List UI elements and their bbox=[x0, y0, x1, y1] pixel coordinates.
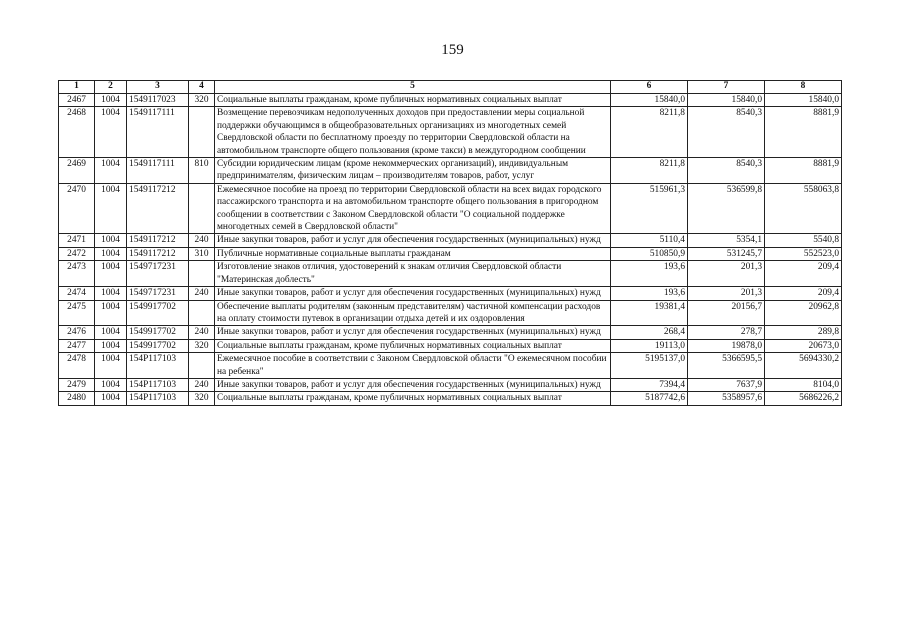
section-code-cell: 1004 bbox=[95, 300, 127, 326]
amount-col8-cell: 8104,0 bbox=[765, 378, 842, 391]
amount-col8-cell: 5694330,2 bbox=[765, 353, 842, 379]
item-name-cell: Социальные выплаты гражданам, кроме публичных нормативных социальных выплат bbox=[215, 392, 611, 405]
amount-col6-cell: 5195137,0 bbox=[611, 353, 688, 379]
expense-type-cell: 240 bbox=[189, 326, 215, 339]
target-article-cell: 1549117023 bbox=[127, 94, 189, 107]
item-name-cell: Иные закупки товаров, работ и услуг для обеспечения государственных (муниципальных) нужд bbox=[215, 378, 611, 391]
amount-col6-cell: 5110,4 bbox=[611, 234, 688, 247]
amount-col6-cell: 268,4 bbox=[611, 326, 688, 339]
amount-col6-cell: 193,6 bbox=[611, 287, 688, 300]
amount-col6-cell: 8211,8 bbox=[611, 107, 688, 158]
expense-type-cell bbox=[189, 353, 215, 379]
item-name-cell: Обеспечение выплаты родителям (законным представителям) частичной компенсации расходов на оплату стоимости путевок в организации отдыха детей и их оздоровления bbox=[215, 300, 611, 326]
amount-col7-cell: 8540,3 bbox=[688, 107, 765, 158]
expense-type-cell: 240 bbox=[189, 378, 215, 391]
section-code-cell: 1004 bbox=[95, 326, 127, 339]
amount-col8-cell: 289,8 bbox=[765, 326, 842, 339]
table-row bbox=[59, 339, 842, 352]
row-number-cell: 2468 bbox=[59, 107, 95, 158]
table-row bbox=[59, 158, 842, 184]
amount-col7-cell: 5354,1 bbox=[688, 234, 765, 247]
table-body bbox=[59, 94, 842, 406]
item-name-cell: Субсидии юридическим лицам (кроме некоммерческих организаций), индивидуальным предпринимателям, физическим лицам – производителям товаров, работ, услуг bbox=[215, 158, 611, 184]
item-name-cell: Социальные выплаты гражданам, кроме публичных нормативных социальных выплат bbox=[215, 339, 611, 352]
amount-col8-cell: 5540,8 bbox=[765, 234, 842, 247]
target-article-cell: 1549917702 bbox=[127, 326, 189, 339]
row-number-cell: 2480 bbox=[59, 392, 95, 405]
row-number-cell: 2471 bbox=[59, 234, 95, 247]
item-name-cell: Социальные выплаты гражданам, кроме публичных нормативных социальных выплат bbox=[215, 94, 611, 107]
column-header-6: 6 bbox=[611, 81, 688, 94]
column-header-8: 8 bbox=[765, 81, 842, 94]
row-number-cell: 2467 bbox=[59, 94, 95, 107]
table-row bbox=[59, 261, 842, 287]
expense-type-cell bbox=[189, 183, 215, 234]
row-number-cell: 2476 bbox=[59, 326, 95, 339]
item-name-cell: Ежемесячное пособие в соответствии с Законом Свердловской области "О ежемесячном пособии на ребенка" bbox=[215, 353, 611, 379]
table-row bbox=[59, 392, 842, 405]
section-code-cell: 1004 bbox=[95, 287, 127, 300]
amount-col6-cell: 5187742,6 bbox=[611, 392, 688, 405]
table-row bbox=[59, 326, 842, 339]
amount-col7-cell: 8540,3 bbox=[688, 158, 765, 184]
section-code-cell: 1004 bbox=[95, 247, 127, 260]
expense-type-cell: 810 bbox=[189, 158, 215, 184]
amount-col6-cell: 19113,0 bbox=[611, 339, 688, 352]
expense-type-cell bbox=[189, 261, 215, 287]
section-code-cell: 1004 bbox=[95, 158, 127, 184]
amount-col8-cell: 20673,0 bbox=[765, 339, 842, 352]
amount-col7-cell: 5366595,5 bbox=[688, 353, 765, 379]
target-article-cell: 154P117103 bbox=[127, 392, 189, 405]
expense-type-cell: 320 bbox=[189, 94, 215, 107]
amount-col8-cell: 15840,0 bbox=[765, 94, 842, 107]
target-article-cell: 1549117212 bbox=[127, 183, 189, 234]
amount-col6-cell: 515961,3 bbox=[611, 183, 688, 234]
table-row bbox=[59, 378, 842, 391]
row-number-cell: 2474 bbox=[59, 287, 95, 300]
section-code-cell: 1004 bbox=[95, 94, 127, 107]
row-number-cell: 2475 bbox=[59, 300, 95, 326]
column-header-5: 5 bbox=[215, 81, 611, 94]
table-row bbox=[59, 234, 842, 247]
amount-col8-cell: 552523,0 bbox=[765, 247, 842, 260]
amount-col7-cell: 201,3 bbox=[688, 261, 765, 287]
item-name-cell: Иные закупки товаров, работ и услуг для обеспечения государственных (муниципальных) нужд bbox=[215, 326, 611, 339]
amount-col7-cell: 278,7 bbox=[688, 326, 765, 339]
column-header-2: 2 bbox=[95, 81, 127, 94]
expense-type-cell: 320 bbox=[189, 392, 215, 405]
column-header-3: 3 bbox=[127, 81, 189, 94]
amount-col7-cell: 5358957,6 bbox=[688, 392, 765, 405]
section-code-cell: 1004 bbox=[95, 339, 127, 352]
target-article-cell: 1549917702 bbox=[127, 300, 189, 326]
amount-col6-cell: 15840,0 bbox=[611, 94, 688, 107]
section-code-cell: 1004 bbox=[95, 234, 127, 247]
expense-type-cell bbox=[189, 300, 215, 326]
amount-col6-cell: 510850,9 bbox=[611, 247, 688, 260]
amount-col8-cell: 209,4 bbox=[765, 287, 842, 300]
item-name-cell: Иные закупки товаров, работ и услуг для обеспечения государственных (муниципальных) нужд bbox=[215, 287, 611, 300]
item-name-cell: Ежемесячное пособие на проезд по территории Свердловской области на всех видах городского пассажирского транспорта и на автомобильном транспорте общего пользования в пригородном сообщении в соответствии с Законом Свердловской области "О социальной поддержке многодетных семей в Свердловской области" bbox=[215, 183, 611, 234]
row-number-cell: 2473 bbox=[59, 261, 95, 287]
amount-col7-cell: 7637,9 bbox=[688, 378, 765, 391]
expense-type-cell: 240 bbox=[189, 287, 215, 300]
section-code-cell: 1004 bbox=[95, 183, 127, 234]
target-article-cell: 1549117212 bbox=[127, 247, 189, 260]
amount-col7-cell: 201,3 bbox=[688, 287, 765, 300]
amount-col7-cell: 15840,0 bbox=[688, 94, 765, 107]
amount-col6-cell: 193,6 bbox=[611, 261, 688, 287]
target-article-cell: 154P117103 bbox=[127, 378, 189, 391]
amount-col8-cell: 8881,9 bbox=[765, 107, 842, 158]
table-row bbox=[59, 107, 842, 158]
amount-col7-cell: 536599,8 bbox=[688, 183, 765, 234]
target-article-cell: 1549917702 bbox=[127, 339, 189, 352]
page-number: 159 bbox=[441, 42, 464, 58]
budget-table bbox=[58, 80, 842, 406]
amount-col8-cell: 209,4 bbox=[765, 261, 842, 287]
expense-type-cell: 310 bbox=[189, 247, 215, 260]
expense-type-cell bbox=[189, 107, 215, 158]
amount-col8-cell: 8881,9 bbox=[765, 158, 842, 184]
target-article-cell: 154P117103 bbox=[127, 353, 189, 379]
row-number-cell: 2470 bbox=[59, 183, 95, 234]
item-name-cell: Изготовление знаков отличия, удостоверений к знакам отличия Свердловской области "Материнская доблесть" bbox=[215, 261, 611, 287]
table-row bbox=[59, 183, 842, 234]
target-article-cell: 1549117111 bbox=[127, 158, 189, 184]
row-number-cell: 2479 bbox=[59, 378, 95, 391]
row-number-cell: 2469 bbox=[59, 158, 95, 184]
amount-col6-cell: 19381,4 bbox=[611, 300, 688, 326]
table-row bbox=[59, 300, 842, 326]
column-header-4: 4 bbox=[189, 81, 215, 94]
section-code-cell: 1004 bbox=[95, 261, 127, 287]
table-row bbox=[59, 94, 842, 107]
row-number-cell: 2477 bbox=[59, 339, 95, 352]
table-row bbox=[59, 247, 842, 260]
expense-type-cell: 240 bbox=[189, 234, 215, 247]
amount-col8-cell: 5686226,2 bbox=[765, 392, 842, 405]
target-article-cell: 1549717231 bbox=[127, 261, 189, 287]
section-code-cell: 1004 bbox=[95, 378, 127, 391]
expense-type-cell: 320 bbox=[189, 339, 215, 352]
amount-col6-cell: 7394,4 bbox=[611, 378, 688, 391]
amount-col7-cell: 531245,7 bbox=[688, 247, 765, 260]
section-code-cell: 1004 bbox=[95, 392, 127, 405]
column-header-1: 1 bbox=[59, 81, 95, 94]
header-row bbox=[59, 81, 842, 94]
target-article-cell: 1549117111 bbox=[127, 107, 189, 158]
column-header-7: 7 bbox=[688, 81, 765, 94]
table-row bbox=[59, 353, 842, 379]
section-code-cell: 1004 bbox=[95, 107, 127, 158]
amount-col6-cell: 8211,8 bbox=[611, 158, 688, 184]
row-number-cell: 2478 bbox=[59, 353, 95, 379]
item-name-cell: Иные закупки товаров, работ и услуг для обеспечения государственных (муниципальных) нужд bbox=[215, 234, 611, 247]
target-article-cell: 1549717231 bbox=[127, 287, 189, 300]
target-article-cell: 1549117212 bbox=[127, 234, 189, 247]
row-number-cell: 2472 bbox=[59, 247, 95, 260]
item-name-cell: Публичные нормативные социальные выплаты гражданам bbox=[215, 247, 611, 260]
amount-col8-cell: 558063,8 bbox=[765, 183, 842, 234]
table-row bbox=[59, 287, 842, 300]
amount-col8-cell: 20962,8 bbox=[765, 300, 842, 326]
amount-col7-cell: 20156,7 bbox=[688, 300, 765, 326]
item-name-cell: Возмещение перевозчикам недополученных доходов при предоставлении меры социальной поддержки обучающимся в общеобразовательных организациях из многодетных семей Свердловской области по бесплатному проезду по территории Свердловской области на автомобильном транспорте общего пользования (кроме такси) в междугородном сообщении bbox=[215, 107, 611, 158]
section-code-cell: 1004 bbox=[95, 353, 127, 379]
amount-col7-cell: 19878,0 bbox=[688, 339, 765, 352]
